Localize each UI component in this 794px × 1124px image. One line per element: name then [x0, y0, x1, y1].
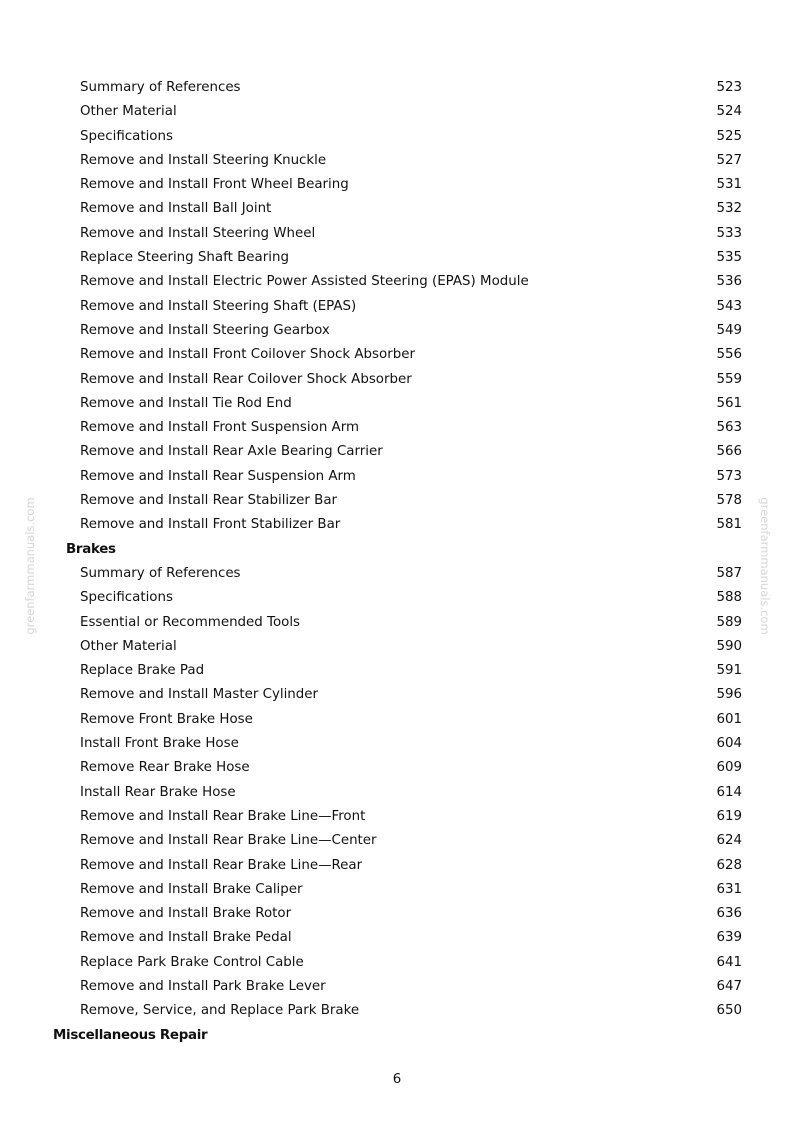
toc-entry[interactable]: [0, 708, 794, 732]
toc-entry-page: 561: [716, 395, 742, 411]
toc-entry-title: Other Material: [80, 638, 177, 654]
toc-entry[interactable]: [0, 270, 794, 294]
watermark-left-text: greenfarmmanuals.com: [23, 497, 37, 635]
toc-entry-title: Replace Brake Pad: [80, 663, 205, 679]
toc-entry-page: 531: [716, 177, 742, 193]
toc-entry[interactable]: [0, 513, 794, 537]
toc-entry-page: 535: [716, 250, 742, 266]
toc-entry-page: 590: [716, 638, 742, 654]
toc-entry-title: Remove and Install Tie Rod End: [80, 395, 292, 411]
toc-entry-page: 536: [716, 274, 742, 290]
toc-entry[interactable]: [0, 635, 794, 659]
toc-entry-title: Remove and Install Rear Stabilizer Bar: [80, 493, 338, 509]
toc-entry[interactable]: [0, 343, 794, 367]
toc-entry-page: 533: [716, 225, 742, 241]
toc-entry[interactable]: [0, 319, 794, 343]
toc-entry-page: 523: [716, 80, 742, 95]
toc-entry-page: 556: [716, 347, 742, 363]
toc-entry-page: 549: [716, 322, 742, 338]
toc-entry-page: 614: [716, 784, 742, 800]
toc-entry-title: Remove and Install Rear Suspension Arm: [80, 468, 356, 484]
toc-entry-title: Replace Steering Shaft Bearing: [80, 250, 289, 266]
toc-entry-page: 563: [716, 420, 742, 436]
toc-entry-title: Brakes: [66, 541, 116, 557]
toc-entry-title: Remove and Install Electric Power Assisted Steering (EPAS) Module: [80, 274, 529, 290]
toc-entry-page: 581: [716, 517, 742, 533]
toc-entry-page: 587: [716, 565, 742, 581]
toc-entry-page: 578: [716, 493, 742, 509]
toc-entry-title: Remove and Install Master Cylinder: [80, 687, 319, 703]
toc-entry[interactable]: [0, 149, 794, 173]
toc-entry-page: 650: [716, 1003, 742, 1019]
toc-entry-title: Remove and Install Steering Gearbox: [80, 322, 330, 338]
toc-entry[interactable]: [0, 368, 794, 392]
toc-entry-title: Essential or Recommended Tools: [80, 614, 301, 630]
toc-entry-title: Remove, Service, and Replace Park Brake: [80, 1003, 360, 1019]
table-of-contents: [0, 76, 794, 1048]
toc-entry-page: 524: [716, 104, 742, 120]
toc-entry-title: Remove and Install Front Suspension Arm: [80, 420, 360, 436]
toc-entry-page: 527: [716, 152, 742, 168]
toc-entry[interactable]: [0, 781, 794, 805]
toc-entry-page: 525: [716, 128, 742, 144]
toc-entry-title: Summary of References: [80, 80, 241, 95]
toc-entry-title: Specifications: [80, 128, 173, 144]
toc-entry[interactable]: [0, 392, 794, 416]
toc-entry[interactable]: [0, 416, 794, 440]
toc-entry-title: Remove and Install Brake Pedal: [80, 930, 292, 946]
toc-entry[interactable]: [0, 756, 794, 780]
toc-entry[interactable]: [0, 489, 794, 513]
toc-entry-page: 601: [716, 711, 742, 727]
toc-entry-page: 566: [716, 444, 742, 460]
toc-entry-title: Remove and Install Brake Caliper: [80, 881, 303, 897]
toc-entry[interactable]: [0, 951, 794, 975]
toc-entry-title: Remove and Install Park Brake Lever: [80, 978, 326, 994]
toc-entry-title: Remove and Install Steering Shaft (EPAS): [80, 298, 357, 314]
toc-entry[interactable]: [0, 902, 794, 926]
toc-entry-page: 543: [716, 298, 742, 314]
toc-entry-page: 636: [716, 906, 742, 922]
toc-entry[interactable]: [0, 683, 794, 707]
toc-entry[interactable]: [0, 999, 794, 1023]
toc-entry[interactable]: [0, 100, 794, 124]
page-number: 6: [392, 1072, 402, 1087]
toc-entry[interactable]: [0, 878, 794, 902]
toc-entry-title: Remove and Install Rear Brake Line—Center: [80, 833, 377, 849]
toc-entry-page: 609: [716, 760, 742, 776]
toc-entry-title: Other Material: [80, 104, 177, 120]
toc-entry-title: Remove and Install Brake Rotor: [80, 906, 292, 922]
toc-entry[interactable]: [0, 173, 794, 197]
toc-entry-page: 641: [716, 954, 742, 970]
toc-entry-title: Remove and Install Steering Knuckle: [80, 152, 327, 168]
toc-entry-title: Summary of References: [80, 565, 241, 581]
toc-entry[interactable]: [0, 611, 794, 635]
toc-entry[interactable]: [0, 926, 794, 950]
toc-entry-title: Remove and Install Rear Coilover Shock Absorber: [80, 371, 412, 387]
watermark-right-text: greenfarmmanuals.com: [758, 497, 772, 635]
toc-entry[interactable]: [0, 246, 794, 270]
toc-entry[interactable]: [0, 295, 794, 319]
toc-entry-title: Replace Park Brake Control Cable: [80, 954, 304, 970]
toc-entry[interactable]: [0, 975, 794, 999]
toc-entry-page: 647: [716, 978, 742, 994]
toc-entry-title: Miscellaneous Repair: [53, 1027, 208, 1043]
toc-entry-page: 532: [716, 201, 742, 217]
toc-entry[interactable]: [0, 125, 794, 149]
toc-entry-title: Remove and Install Ball Joint: [80, 201, 272, 217]
toc-entry-page: 573: [716, 468, 742, 484]
toc-entry[interactable]: [0, 562, 794, 586]
toc-entry-page: 624: [716, 833, 742, 849]
toc-entry[interactable]: [0, 222, 794, 246]
toc-entry[interactable]: [0, 465, 794, 489]
toc-entry-title: Remove and Install Rear Axle Bearing Carrier: [80, 444, 383, 460]
toc-entry[interactable]: [0, 440, 794, 464]
toc-entry-page: 559: [716, 371, 742, 387]
toc-section-heading[interactable]: [0, 538, 794, 562]
toc-entry-page: 631: [716, 881, 742, 897]
toc-entry-page: 619: [716, 808, 742, 824]
toc-entry-page: 589: [716, 614, 742, 630]
toc-entry-page: 591: [716, 663, 742, 679]
toc-entry-page: 639: [716, 930, 742, 946]
toc-entry[interactable]: [0, 659, 794, 683]
toc-entry-title: Remove Rear Brake Hose: [80, 760, 250, 776]
toc-entry[interactable]: [0, 76, 794, 100]
toc-entry-title: Specifications: [80, 590, 173, 606]
toc-entry-title: Remove and Install Front Wheel Bearing: [80, 177, 349, 193]
toc-entry-title: Remove and Install Front Coilover Shock Absorber: [80, 347, 415, 363]
toc-entry-title: Remove and Install Front Stabilizer Bar: [80, 517, 341, 533]
toc-entry-page: 604: [716, 736, 742, 752]
toc-entry[interactable]: [0, 854, 794, 878]
toc-entry[interactable]: [0, 586, 794, 610]
toc-entry-title: Remove and Install Rear Brake Line—Rear: [80, 857, 363, 873]
toc-entry-title: Install Front Brake Hose: [80, 736, 239, 752]
toc-entry-page: 628: [716, 857, 742, 873]
toc-entry-title: Remove and Install Steering Wheel: [80, 225, 316, 241]
toc-chapter-heading[interactable]: [0, 1024, 794, 1048]
toc-entry-title: Remove and Install Rear Brake Line—Front: [80, 808, 366, 824]
toc-entry-title: Install Rear Brake Hose: [80, 784, 236, 800]
toc-entry[interactable]: [0, 829, 794, 853]
toc-entry[interactable]: [0, 197, 794, 221]
toc-entry-title: Remove Front Brake Hose: [80, 711, 253, 727]
toc-entry[interactable]: [0, 732, 794, 756]
toc-entry-page: 596: [716, 687, 742, 703]
toc-entry-page: 588: [716, 590, 742, 606]
toc-entry[interactable]: [0, 805, 794, 829]
